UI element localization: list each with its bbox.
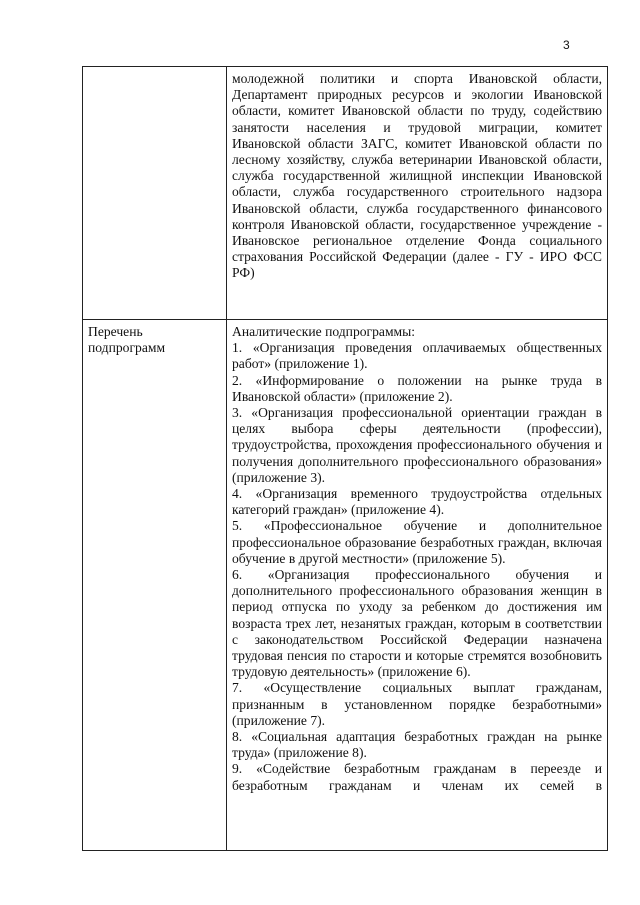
table-row [83, 320, 608, 851]
subprograms-label-cell [83, 320, 227, 851]
row-label-cell [83, 67, 227, 320]
subprogram-item-7: 7. «Осуществление социальных выплат гражданам, признанным в установленном порядке безработными» (приложение 7). [232, 680, 602, 728]
executors-cell [227, 67, 608, 320]
program-passport-table [82, 66, 608, 851]
subprogram-item-6: 6. «Организация профессионального обучения и дополнительного профессионального образования женщин в период отпуска по уходу за ребенком до достижения им возраста трех лет, незанятых граждан, которым в соответствии с законодательством Российской Федерации назначена трудовая пенсия по старости и которые стремятся возобновить трудовую деятельность» (приложение 6). [232, 567, 602, 680]
subprograms-label: Перечень подпрограмм [88, 324, 166, 356]
subprogram-item-8: 8. «Социальная адаптация безработных граждан на рынке труда» (приложение 8). [232, 729, 602, 761]
subprogram-item-2: 2. «Информирование о положении на рынке труда в Ивановской области» (приложение 2). [232, 372, 602, 404]
subprogram-item-3: 3. «Организация профессиональной ориентации граждан в целях выбора сферы деятельности (профессии), трудоустройства, прохождения профессионального обучения и получения дополнительного профессионального образования» (приложение 3). [232, 405, 602, 485]
subprogram-item-9: 9. «Содействие безработным гражданам в переезде и безработным гражданам и членам их семей в [232, 761, 602, 793]
executors-text: молодежной политики и спорта Ивановской области, Департамент природных ресурсов и экологии Ивановской области, комитет Ивановской области по труду, содействию занятости населения и трудовой миграции, комитет Ивановской области ЗАГС, комитет Ивановской области по лесному хозяйству, служба ветеринарии Ивановской области, служба государственной жилищной инспекции Ивановской области, служба государственного строительного надзора Ивановской области, служба государственного финансового контроля Ивановской области, государственное учреждение - Ивановское региональное отделение Фонда социального страхования Российской Федерации (далее - ГУ - ИРО ФСС РФ) [232, 71, 602, 281]
subprograms-heading: Аналитические подпрограммы: [232, 324, 416, 339]
subprograms-list-cell [227, 320, 608, 851]
subprogram-item-5: 5. «Профессиональное обучение и дополнительное профессиональное образование безработных граждан, включая обучение в другой местности» (приложение 5). [232, 518, 602, 566]
subprogram-item-4: 4. «Организация временного трудоустройства отдельных категорий граждан» (приложение 4). [232, 486, 602, 518]
table-row [83, 67, 608, 320]
subprogram-item-1: 1. «Организация проведения оплачиваемых общественных работ» (приложение 1). [232, 340, 602, 372]
page-number: 3 [563, 38, 570, 52]
